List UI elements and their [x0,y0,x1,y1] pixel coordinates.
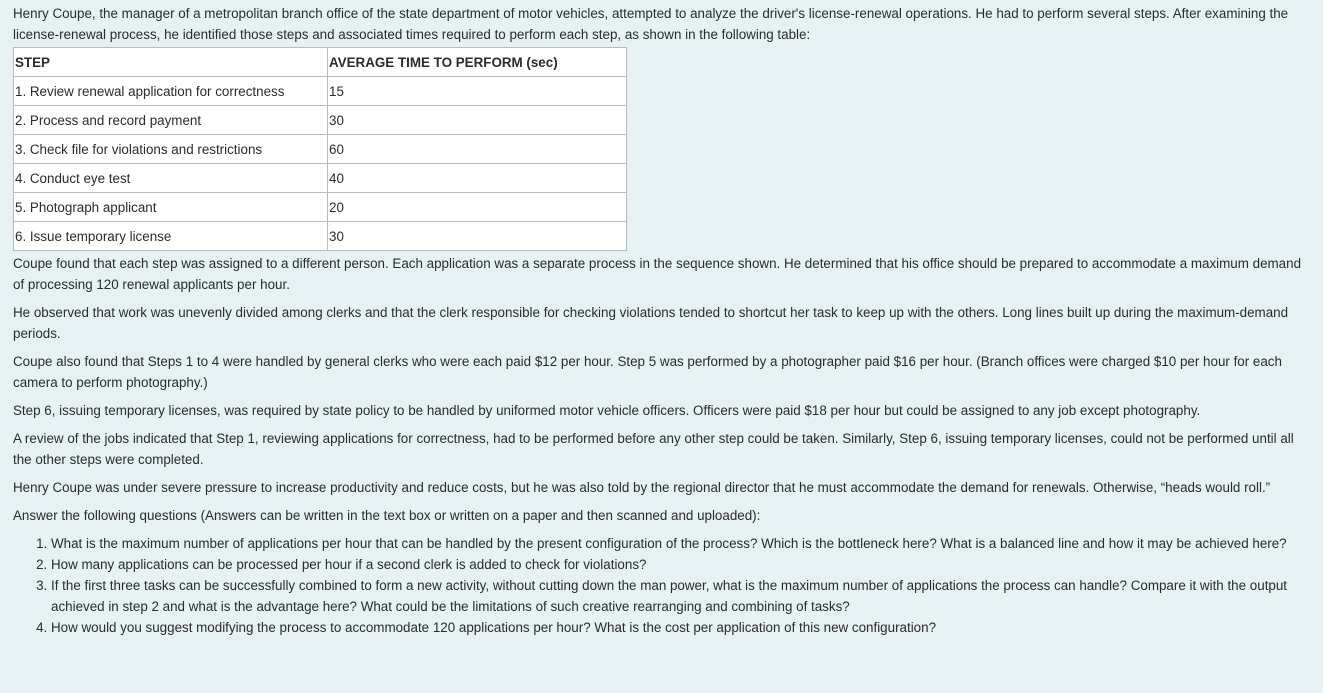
question-item: 3. If the first three tasks can be successfully combined to form a new activity, without cutting down the man power, what is the maximum number of applications the process can handle? Compare it with the output achieved in step 2 and what is the advantage here? What could be the limitations of such creative rearranging and combining of tasks? [51,575,1313,617]
step-cell: 3. Check file for violations and restrictions [14,135,328,164]
step-cell: 2. Process and record payment [14,106,328,135]
table-row [14,106,627,135]
paragraph-pressure: Henry Coupe was under severe pressure to increase productivity and reduce costs, but he was also told by the regional director that he must accommodate the demand for renewals. Otherwise, “heads would roll.” [13,480,1271,495]
table-row [14,135,627,164]
paragraph-assignment: Coupe found that each step was assigned to a different person. Each application was a separate process in the sequence shown. He determined that his office should be prepared to accommodate a maximum demand of processing 120 renewal applicants per hour. [13,256,1302,292]
table-row [14,77,627,106]
paragraph-wages: Coupe also found that Steps 1 to 4 were handled by general clerks who were each paid $12 per hour. Step 5 was performed by a photographer paid $16 per hour. (Branch offices were charged $10 per hour for each camera to perform photography.) [13,354,1282,390]
time-cell: 20 [328,193,627,222]
question-item: 2. How many applications can be processed per hour if a second clerk is added to check for violations? [51,554,1313,575]
time-cell: 30 [328,222,627,251]
table-row [14,164,627,193]
question-item: 4. How would you suggest modifying the process to accommodate 120 applications per hour? What is the cost per application of this new configuration? [51,617,1313,638]
time-cell: 60 [328,135,627,164]
step-cell: 1. Review renewal application for correctness [14,77,328,106]
table-header-row [14,48,627,77]
step-cell: 4. Conduct eye test [14,164,328,193]
problem-content [13,3,1313,638]
questions-list [13,533,1313,638]
time-cell: 30 [328,106,627,135]
step-cell: 5. Photograph applicant [14,193,328,222]
paragraph-officers: Step 6, issuing temporary licenses, was required by state policy to be handled by uniformed motor vehicle officers. Officers were paid $18 per hour but could be assigned to any job except photography. [13,403,1201,418]
step-cell: 6. Issue temporary license [14,222,328,251]
question-item: 1. What is the maximum number of applications per hour that can be handled by the present configuration of the process? Which is the bottleneck here? What is a balanced line and how it may be achieved here? [51,533,1313,554]
paragraph-precedence: A review of the jobs indicated that Step 1, reviewing applications for correctness, had to be performed before any other step could be taken. Similarly, Step 6, issuing temporary licenses, could not be performed until all the other steps were completed. [13,431,1294,467]
table-row [14,222,627,251]
steps-table [13,47,627,251]
header-step: STEP [14,48,328,77]
paragraph-uneven-work: He observed that work was unevenly divided among clerks and that the clerk responsible for checking violations tended to shortcut her task to keep up with the others. Long lines built up during the maximum-demand periods. [13,305,1289,341]
table-row [14,193,627,222]
paragraph-instructions: Answer the following questions (Answers can be written in the text box or written on a paper and then scanned and uploaded): [13,508,761,523]
header-average-time: AVERAGE TIME TO PERFORM (sec) [328,48,627,77]
time-cell: 40 [328,164,627,193]
intro-paragraph: Henry Coupe, the manager of a metropolitan branch office of the state department of motor vehicles, attempted to analyze the driver's license-renewal operations. He had to perform several steps. After examining the license-renewal process, he identified those steps and associated times required to perform each step, as shown in the following table: [13,6,1289,42]
time-cell: 15 [328,77,627,106]
